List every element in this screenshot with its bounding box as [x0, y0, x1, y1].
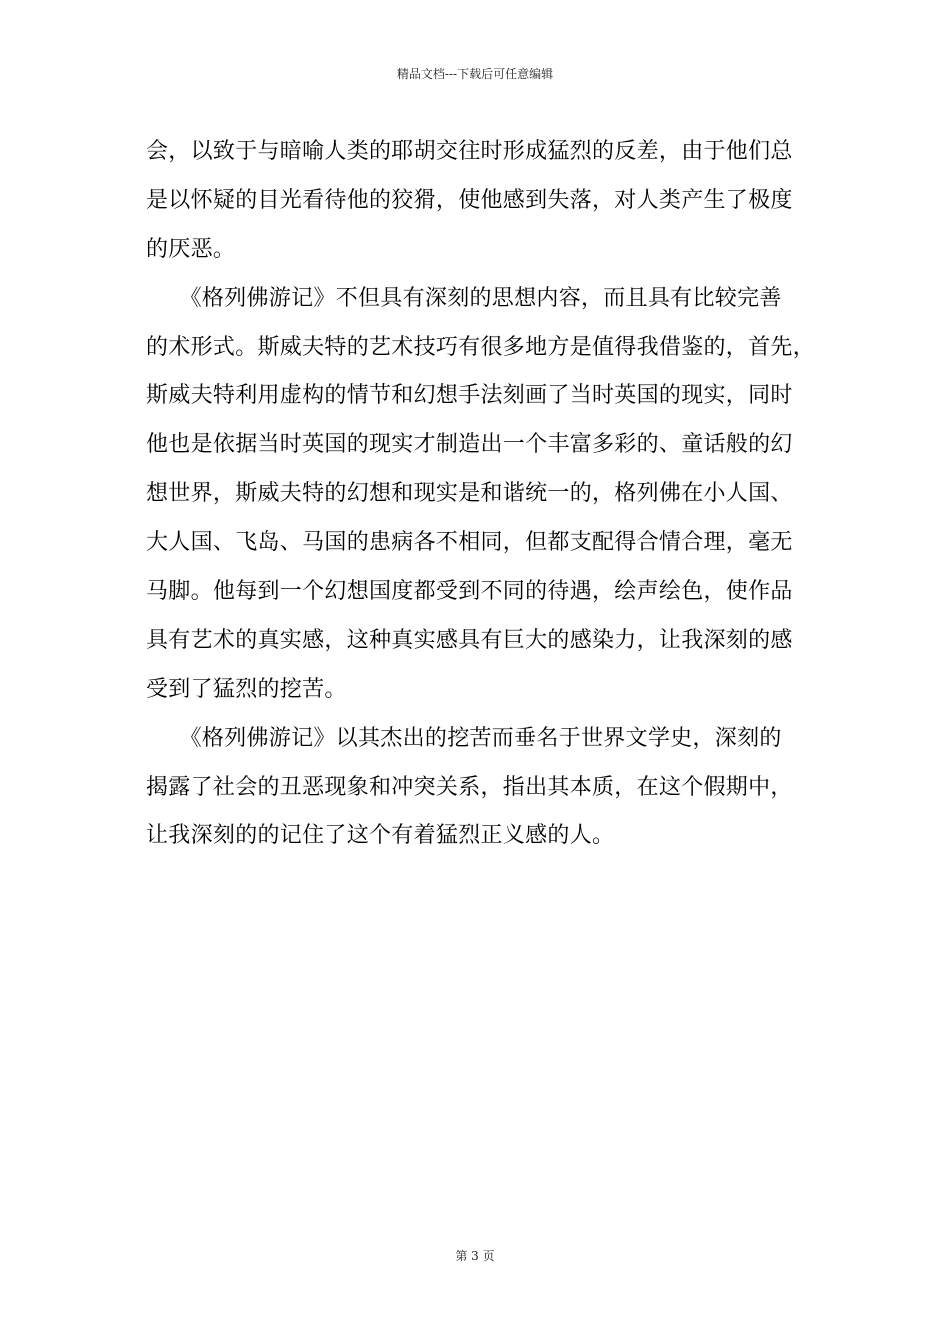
page-header: 精品文档---下载后可任意编辑: [396, 67, 554, 81]
text-line: 具有艺术的真实感，这种真实感具有巨大的感染力，让我深刻的感: [146, 627, 793, 653]
text-line: 受到了猛烈的挖苦。: [146, 676, 347, 702]
text-line: 大人国、飞岛、马国的患病各不相同，但都支配得合情合理，毫无: [146, 530, 793, 556]
page-number: 第 3 页: [455, 1249, 495, 1263]
text-line: 是以怀疑的目光看待他的狡猾，使他感到失落，对人类产生了极度: [146, 187, 793, 213]
document-body: [146, 128, 814, 861]
text-line: 《格列佛游记》不但具有深刻的思想内容，而且具有比较完善: [146, 285, 782, 311]
text-line: 的术形式。斯威夫特的艺术技巧有很多地方是值得我借鉴的，首先，: [146, 334, 816, 360]
text-line: 他也是依据当时英国的现实才制造出一个丰富多彩的、童话般的幻: [146, 432, 793, 458]
text-line: 马脚。他每到一个幻想国度都受到不同的待遇，绘声绘色，使作品: [146, 579, 793, 605]
text-line: 揭露了社会的丑恶现象和冲突关系，指出其本质，在这个假期中，: [146, 774, 793, 800]
text-line: 《格列佛游记》以其杰出的挖苦而垂名于世界文学史，深刻的: [146, 725, 782, 751]
text-line: 想世界，斯威夫特的幻想和现实是和谐统一的，格列佛在小人国、: [146, 481, 793, 507]
text-line: 的厌恶。: [146, 236, 236, 262]
text-line: 让我深刻的的记住了这个有着猛烈正义感的人。: [146, 823, 615, 849]
text-line: 斯威夫特利用虚构的情节和幻想手法刻画了当时英国的现实，同时: [146, 383, 793, 409]
text-line: 会，以致于与暗喻人类的耶胡交往时形成猛烈的反差，由于他们总: [146, 139, 793, 164]
